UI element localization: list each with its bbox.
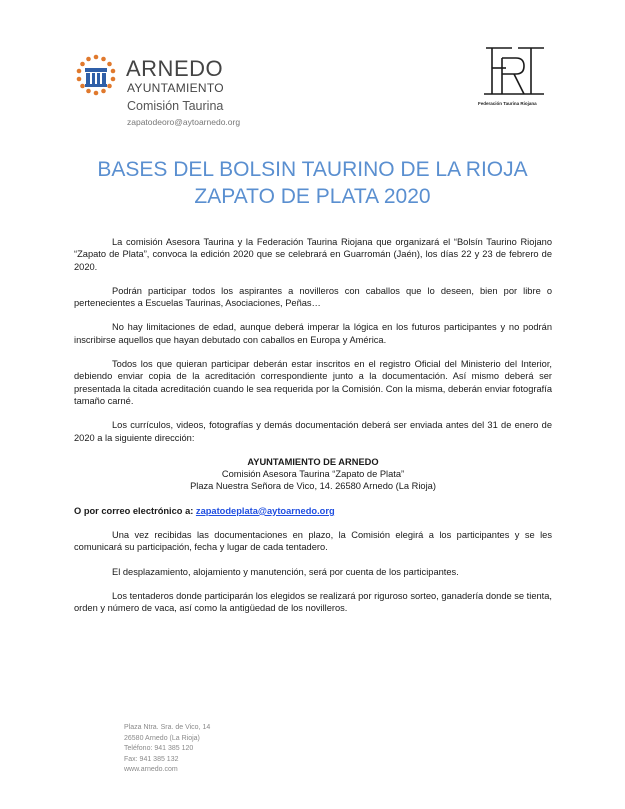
footer-line: Teléfono: 941 385 120 [124,745,194,752]
address-line: Plaza Nuestra Señora de Vico, 14. 26580 Arnedo (La Rioja) [190,481,436,492]
paragraph: Una vez recibidas las documentaciones en plazo, la Comisión elegirá a los participantes y se les comunicará su participación, fecha y lugar de cada tentadero. [74,530,552,553]
footer-line: Plaza Ntra. Sra. de Vico, 14 [124,724,211,731]
paragraph: La comisión Asesora Taurina y la Federación Taurina Riojana que organizará el “Bolsín Taurino Riojano “Zapato de Plata”, convoca la edición 2020 que se celebrará en Guarromán (Jaén), los días 22 y 23 de febrero de 2020. [74,237,552,272]
department-name: Comisión Taurina [127,99,224,113]
document-body [74,236,552,627]
federation-monogram-icon [478,44,550,98]
postal-address [74,456,552,493]
footer-line: 26580 Arnedo (La Rioja) [124,734,200,742]
brand-name: ARNEDO [126,56,224,81]
paragraph: El desplazamiento, alojamiento y manutención, será por cuenta de los participantes. [112,566,459,577]
paragraph: Todos los que quieran participar deberán estar inscritos en el registro Oficial del Ministerio del Interior, debiendo enviar copia de la acreditación correspondiente junto a la documentación. Así mismo deberá ser presentada la citada acreditación cuando le sea requerida por la Comisión. Con la misma, deberán enviar fotografía tamaño carné. [74,359,552,406]
arnedo-emblem-icon [74,54,118,98]
footer-line: www.arnedo.com [124,766,178,773]
federation-logo [478,44,568,114]
arnedo-logo [74,54,294,134]
address-line: Comisión Asesora Taurina “Zapato de Plata” [221,469,405,480]
email-link[interactable]: zapatodeplata@aytoarnedo.org [195,505,335,516]
header-email: zapatodeoro@aytoarnedo.org [127,117,241,127]
address-line: AYUNTAMIENTO DE ARNEDO [247,456,379,467]
brand-subtitle: AYUNTAMIENTO [127,81,224,95]
paragraph: Podrán participar todos los aspirantes a novilleros con caballos que lo deseen, bien por libre o pertenecientes a Escuelas Taurinas, Asociaciones, Peñas… [74,285,552,309]
federation-name: Federación Taurina Riojana [478,101,537,106]
paragraph: No hay limitaciones de edad, aunque deberá imperar la lógica en los futuros participantes y no podrán inscribirse aquellos que hayan debutado con caballos en Europa y América. [74,322,552,345]
document-title: BASES DEL BOLSIN TAURINO DE LA RIOJA ZAPATO DE PLATA 2020 [97,158,528,208]
email-label: O por correo electrónico a: [74,505,196,516]
footer-contact [124,723,210,776]
email-contact [74,505,552,517]
paragraph: Los tentaderos donde participarán los elegidos se realizará por riguroso sorteo, ganadería donde se tienta, orden y número de vaca, así como la antigüedad de los novilleros. [74,590,552,614]
paragraph: Los currículos, videos, fotografías y demás documentación deberá ser enviada antes del 31 de enero de 2020 a la siguiente dirección: [74,420,552,443]
footer-line: Fax: 941 385 132 [124,755,179,763]
